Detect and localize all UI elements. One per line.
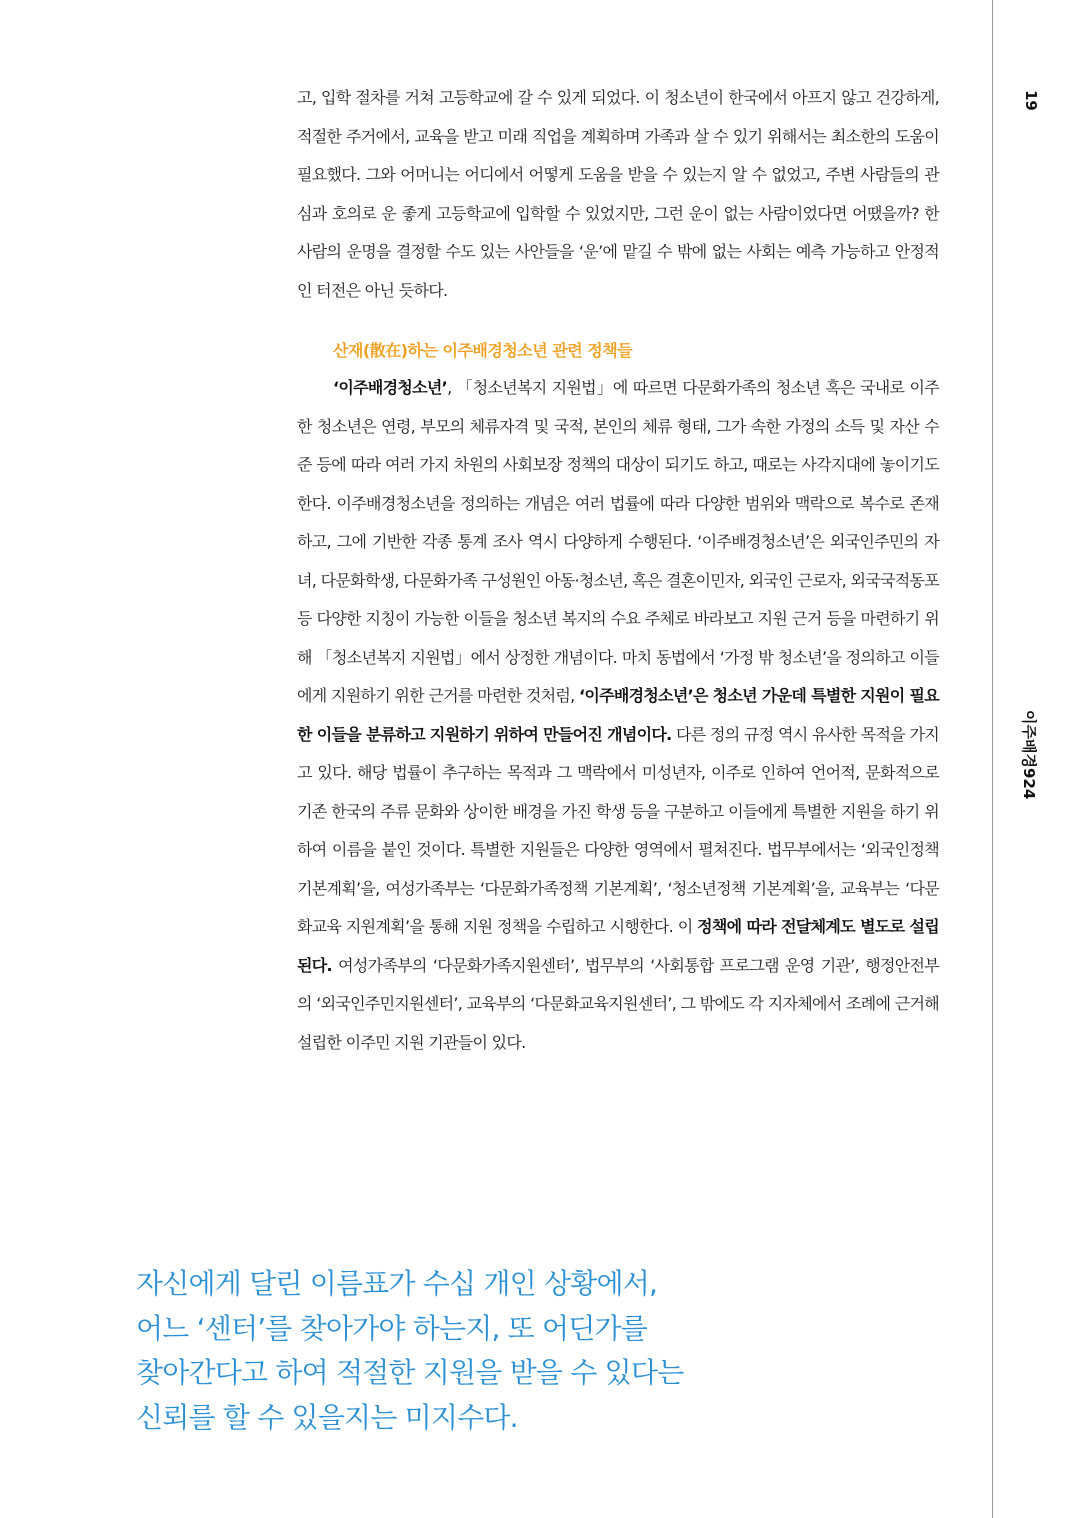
emphasis-sentence-1: ‘이주배경청소년’은 청소년 가운데 특별한 지원이 필요한 이들을 분류하고 지원하기 위하여 만들어진 개념이다. <box>297 686 939 744</box>
page-margin-rule <box>992 0 993 1518</box>
section-heading: 산재(散在)하는 이주배경청소년 관련 정책들 <box>333 341 633 360</box>
emphasis-term: ‘이주배경청소년’ <box>333 378 448 397</box>
pull-quote-line: 신뢰를 할 수 있을지는 미지수다. <box>136 1400 518 1434</box>
body-paragraph-1: 고, 입학 절차를 거쳐 고등학교에 갈 수 있게 되었다. 이 청소년이 한국에서 아프지 않고 건강하게, 적절한 주거에서, 교육을 받고 미래 직업을 계획하며 가족과 살 수 있기 위해서는 최소한의 도움이 필요했다. 그와 어머니는 어디에서 어떻게 도움을 받을 수 있는지 알 수 없었고, 주변 사람들의 관심과 호의로 운 좋게 고등학교에 입학할 수 있었지만, 그런 운이 없는 사람이었다면 어땠을까? 한 사람의 운명을 결정할 수도 있는 사안들을 ‘운’에 맡길 수 밖에 없는 사회는 예측 가능하고 안정적인 터전은 아닌 듯하다. <box>297 88 939 300</box>
pull-quote <box>136 1262 776 1440</box>
running-title: 이주배경924 <box>1020 710 1038 800</box>
pull-quote-line: 찾아간다고 하여 적절한 지원을 받을 수 있다는 <box>136 1356 684 1389</box>
body-paragraph-2 <box>297 369 939 1062</box>
page-number: 19 <box>1022 90 1040 111</box>
paragraph-text-3: 여성가족부의 ‘다문화가족지원센터’, 법무부의 ‘사회통합 프로그램 운영 기관’, 행정안전부의 ‘외국인주민지원센터’, 교육부의 ‘다문화교육지원센터’, 그 밖에도 각 지자체에서 조례에 근거해 설립한 이주민 지원 기관들이 있다. <box>297 955 939 1052</box>
paragraph-text-1: , 「청소년복지 지원법」에 따르면 다문화가족의 청소년 혹은 국내로 이주한 청소년은 연령, 부모의 체류자격 및 국적, 본인의 체류 형태, 그가 속한 가정의 소득 및 자산 수준 등에 따라 여러 가지 차원의 사회보장 정책의 대상이 되기도 하고, 때로는 사각지대에 놓이기도 한다. 이주배경청소년을 정의하는 개념은 여러 법률에 따라 다양한 범위와 맥락으로 복수로 존재하고, 그에 기반한 각종 통계 조사 역시 다양하게 수행된다. ‘이주배경청소년’은 외국인주민의 자녀, 다문화학생, 다문화가족 구성원인 아동·청소년, 혹은 결혼이민자, 외국인 근로자, 외국국적동포 등 다양한 지칭이 가능한 이들을 청소년 복지의 수요 주체로 바라보고 지원 근거 등을 마련하기 위해 「청소년복지 지원법」에서 상정한 개념이다. 마치 동법에서 ‘가정 밖 청소년’을 정의하고 이들에게 지원하기 위한 근거를 마련한 것처럼, <box>297 378 939 705</box>
pull-quote-line: 자신에게 달린 이름표가 수십 개인 상황에서, <box>136 1267 658 1300</box>
emphasis-sentence-2: 정책에 따라 전달체계도 별도로 설립된다. <box>297 917 939 975</box>
pull-quote-line: 어느 ‘센터’를 찾아가야 하는지, 또 어딘가를 <box>136 1311 648 1345</box>
paragraph-text-2: 다른 정의 규정 역시 유사한 목적을 가지고 있다. 해당 법률이 추구하는 목적과 그 맥락에서 미성년자, 이주로 인하여 언어적, 문화적으로 기존 한국의 주류 문화와 상이한 배경을 가진 학생 등을 구분하고 이들에게 특별한 지원을 하기 위하여 이름을 붙인 것이다. 특별한 지원들은 다양한 영역에서 펼쳐진다. 법무부에서는 ‘외국인정책 기본계획’을, 여성가족부는 ‘다문화가족정책 기본계획’, ‘청소년정책 기본계획’을, 교육부는 ‘다문화교육 지원계획’을 통해 지원 정책을 수립하고 시행한다. 이 <box>297 724 939 936</box>
